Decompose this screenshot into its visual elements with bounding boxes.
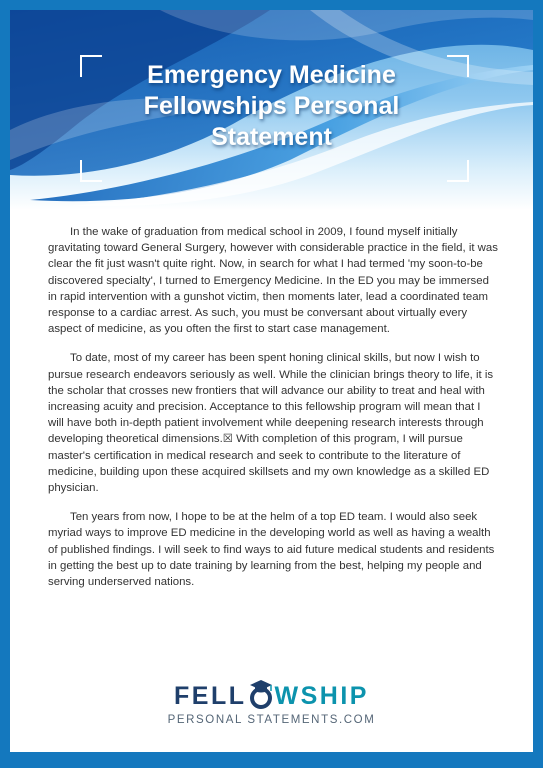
logo-text-part-1: FELL (174, 682, 247, 710)
logo-text-part-2: WSHIP (274, 682, 369, 710)
paragraph-1: In the wake of graduation from medical school in 2009, I found myself initially gravitating toward General Surgery, however with considerable practice in the field, it was clear the fit just wasn't quite right. Now, in search for what I had termed 'my soon-to-be discovered specialty', I turned to Emergency Medicine. In the ED you may be immersed in rapid intervention with a gunshot victim, then moments later, lead a coordinated team response to a cardiac arrest. As such, you must be conversant about virtually every aspect of medicine, as you often the first to start case management. (48, 226, 498, 336)
logo-wordmark (174, 682, 369, 710)
paragraph-2: To date, most of my career has been spent honing clinical skills, but now I wish to pursue research endeavors seriously as well. While the clinician brings theory to life, it is the scholar that crosses new frontiers that will advance our ability to treat and heal with increasing acuity and precision. Acceptance to this fellowship program will mean that I will have both in-depth patient involvement while deepening research interests through developing theoretical dimensions.☒ With completion of this program, I will pursue master's certification in medical research and seek to contribute to the literature of medicine, building upon these acquired skillsets and my own knowledge as a skilled ED physician. (48, 352, 494, 495)
page-title (70, 60, 473, 153)
title-line-3: Statement (211, 123, 332, 151)
paragraph-3: Ten years from now, I hope to be at the helm of a top ED team. I would also seek myriad ways to improve ED medicine in the developing world as well as having a wealth of published findings. I will seek to find ways to aid future medical students and residents in getting the best up to date training by learning from the best, helping my people and serving underserved nations. (48, 511, 495, 589)
title-line-1: Emergency Medicine (147, 61, 396, 89)
frame-corner-bottom-right (447, 160, 469, 182)
statement-body (48, 224, 498, 603)
document-page (10, 10, 533, 758)
footer-bar (10, 752, 533, 758)
graduation-cap-icon (248, 682, 274, 710)
title-line-2: Fellowships Personal (143, 92, 400, 120)
brand-logo (10, 682, 533, 726)
frame-corner-bottom-left (80, 160, 102, 182)
header-banner (10, 10, 533, 210)
logo-subtitle: PERSONAL STATEMENTS.COM (167, 714, 376, 726)
